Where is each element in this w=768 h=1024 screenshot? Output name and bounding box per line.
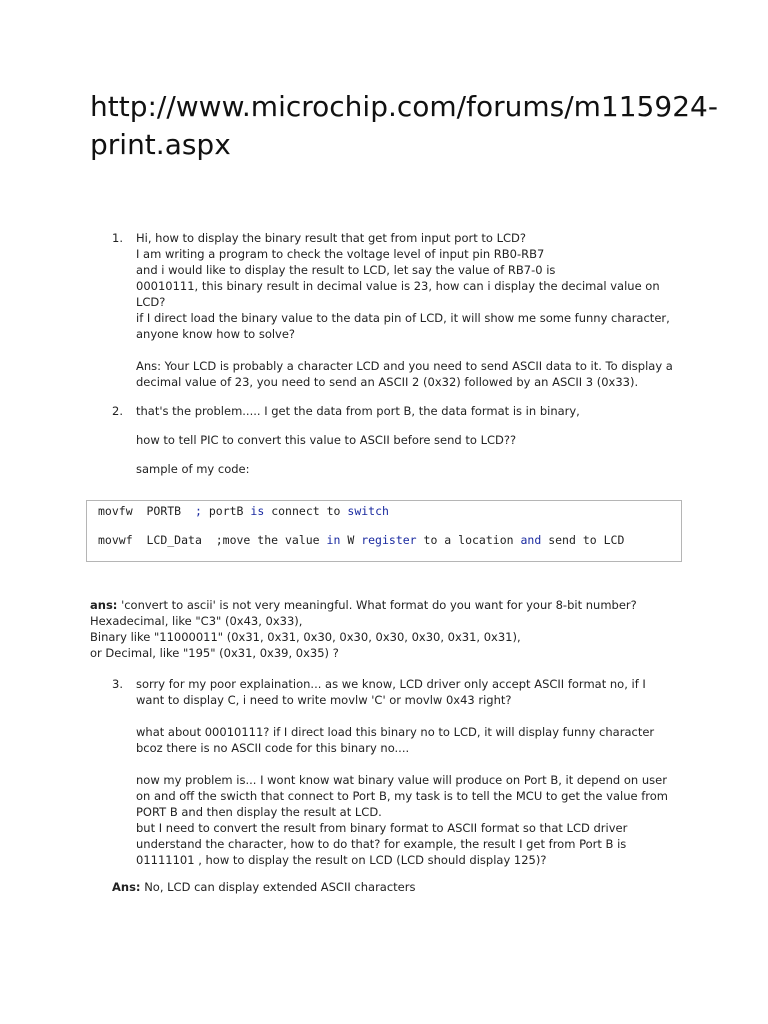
code-block (86, 500, 682, 562)
question-line: PORT B and then display the result at LCD. (136, 805, 382, 819)
question-line: bcoz there is no ASCII code for this binary no.... (136, 741, 410, 755)
page-title: http://www.microchip.com/forums/m115924-print.aspx (90, 90, 718, 161)
answer-line: Hexadecimal, like "C3" (0x43, 0x33), (90, 614, 303, 628)
question-line: 01111101 , how to display the result on LCD (LCD should display 125)? (136, 853, 547, 867)
list-item-3 (112, 676, 682, 868)
item-number: 2. (112, 404, 123, 418)
question-line: how to tell PIC to convert this value to ASCII before send to LCD?? (136, 433, 517, 447)
question-line: if I direct load the binary value to the data pin of LCD, it will show me some funny character, (136, 311, 670, 325)
answer-line: ans: 'convert to ascii' is not very meaningful. What format do you want for your 8-bit number? (90, 598, 637, 612)
question-line: but I need to convert the result from binary format to ASCII format so that LCD driver (136, 821, 628, 835)
final-answer (112, 879, 672, 895)
list-item-2 (112, 403, 682, 477)
answer-label: Ans: (112, 880, 141, 894)
answer-block (90, 597, 690, 661)
question-line: want to display C, i need to write movlw 'C' or movlw 0x43 right? (136, 693, 512, 707)
list-item-1 (112, 230, 682, 390)
question-line: that's the problem..... I get the data from port B, the data format is in binary, (136, 404, 580, 418)
answer-line: Ans: Your LCD is probably a character LCD and you need to send ASCII data to it. To display a (136, 359, 673, 373)
answer-label: ans: (90, 598, 118, 612)
question-line: sorry for my poor explaination... as we know, LCD driver only accept ASCII format no, if I (136, 677, 646, 691)
question-line: I am writing a program to check the voltage level of input pin RB0-RB7 (136, 247, 545, 261)
item-number: 3. (112, 677, 123, 691)
answer-line: or Decimal, like "195" (0x31, 0x39, 0x35) ? (90, 646, 339, 660)
question-line: anyone know how to solve? (136, 327, 296, 341)
answer-text: No, LCD can display extended ASCII characters (144, 880, 416, 894)
question-line: sample of my code: (136, 462, 250, 476)
question-line: understand the character, how to do that? for example, the result I get from Port B is (136, 837, 627, 851)
question-line: LCD? (136, 295, 166, 309)
question-line: on and off the swicth that connect to Port B, my task is to tell the MCU to get the value from (136, 789, 668, 803)
question-line: now my problem is... I wont know wat binary value will produce on Port B, it depend on user (136, 773, 667, 787)
question-line: and i would like to display the result to LCD, let say the value of RB7-0 is (136, 263, 556, 277)
code-line-2: movwf LCD_Data ;move the value in W register to a location and send to LCD (98, 533, 625, 547)
item-number: 1. (112, 231, 123, 245)
answer-line: decimal value of 23, you need to send an ASCII 2 (0x32) followed by an ASCII 3 (0x33). (136, 375, 639, 389)
question-line: Hi, how to display the binary result that get from input port to LCD? (136, 231, 526, 245)
question-line: what about 00010111? if I direct load this binary no to LCD, it will display funny character (136, 725, 655, 739)
code-line-1: movfw PORTB ; portB is connect to switch (98, 504, 389, 518)
answer-line: Binary like "11000011" (0x31, 0x31, 0x30, 0x30, 0x30, 0x30, 0x31, 0x31), (90, 630, 521, 644)
question-line: 00010111, this binary result in decimal value is 23, how can i display the decimal value on (136, 279, 660, 293)
